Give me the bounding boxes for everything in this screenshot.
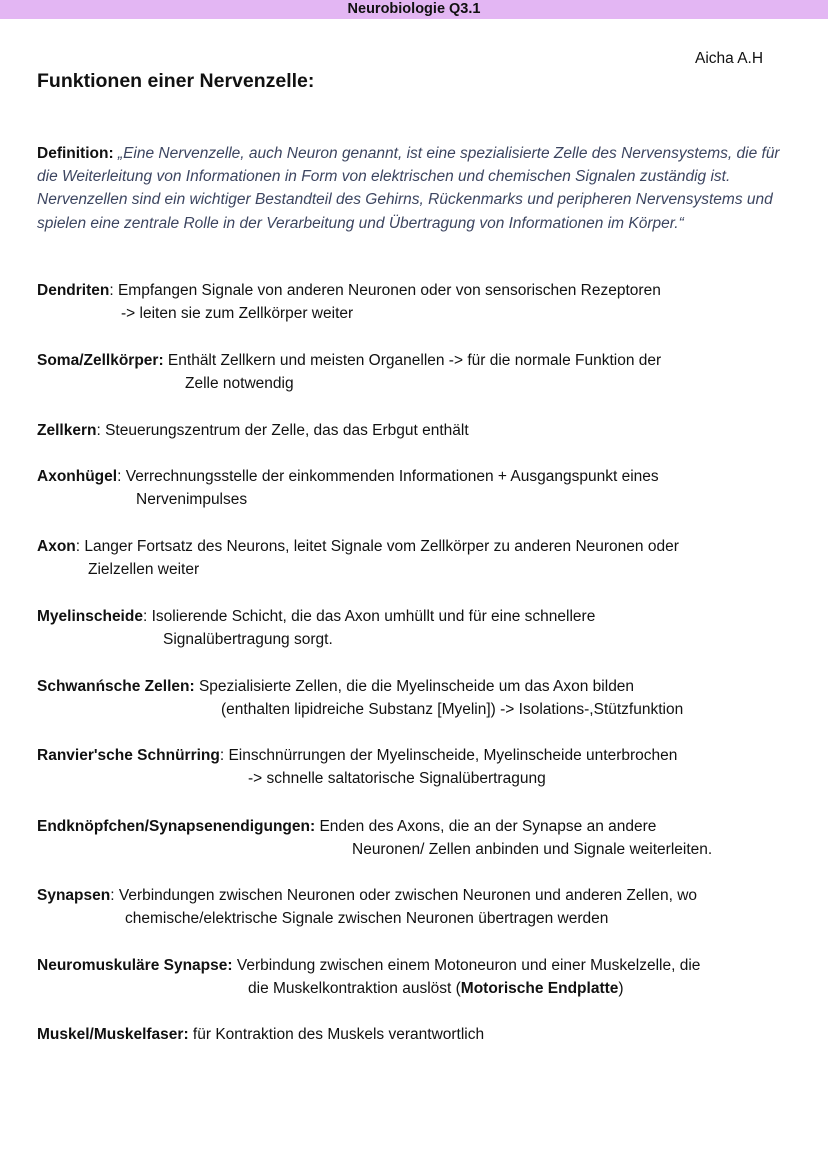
term-text: : Einschnürrungen der Myelinscheide, Myelinscheide unterbrochen	[219, 747, 678, 764]
term-text: Spezialisierte Zellen, die die Myelinscheide um das Axon bilden	[194, 678, 635, 695]
term-neuromuskulaer	[37, 954, 807, 1000]
term-axon	[37, 535, 807, 581]
term-continuation: Zielzellen weiter	[88, 561, 200, 579]
term-continuation: chemische/elektrische Signale zwischen Neuronen übertragen werden	[125, 910, 609, 928]
term-continuation: -> leiten sie zum Zellkörper weiter	[121, 305, 354, 323]
definition-text: „Eine Nervenzelle, auch Neuron genannt, ist eine spezialisierte Zelle des Nervensystems, die für die Weiterleitung von Informationen in Form von elektrischen und chemischen Signalen zuständig ist. Nervenzellen sind ein wichtiger Bestandteil des Gehirns, Rückenmarks und peripheren Nervensystems und spielen eine zentrale Rolle in der Verarbeitung und Übertragung von Informationen im Körper.“	[37, 145, 780, 232]
term-ranvier	[37, 744, 807, 790]
term-continuation: Nervenimpulses	[136, 491, 248, 509]
term-soma	[37, 349, 807, 395]
term-dendriten	[37, 279, 807, 325]
page-title: Funktionen einer Nervenzelle:	[37, 70, 315, 92]
term-text: : Langer Fortsatz des Neurons, leitet Signale vom Zellkörper zu anderen Neuronen oder	[75, 538, 679, 555]
term-synapsen	[37, 884, 807, 930]
term-label: Neuromuskuläre Synapse:	[37, 957, 233, 974]
author-name: Aicha A.H	[695, 50, 764, 67]
term-text: : Empfangen Signale von anderen Neuronen oder von sensorischen Rezeptoren	[109, 282, 661, 299]
header-title: Neurobiologie Q3.1	[347, 1, 481, 17]
term-label: Synapsen	[37, 887, 111, 904]
term-label: Ranvier'sche Schnürring	[37, 747, 220, 764]
term-schwann	[37, 675, 807, 721]
term-continuation	[37, 977, 807, 1000]
closing-paren: )	[618, 980, 624, 998]
term-muskel	[37, 1023, 807, 1046]
term-continuation: (enthalten lipidreiche Substanz [Myelin]) -> Isolations-,Stützfunktion	[221, 701, 684, 719]
term-endknoepfchen	[37, 815, 807, 861]
definition-paragraph	[37, 142, 797, 235]
term-label: Muskel/Muskelfaser:	[37, 1026, 189, 1043]
term-continuation: -> schnelle saltatorische Signalübertragung	[248, 770, 546, 788]
term-label: Endknöpfchen/Synapsenendigungen:	[37, 818, 316, 835]
term-text: : Verrechnungsstelle der einkommenden Informationen + Ausgangspunkt eines	[117, 468, 659, 485]
term-text: : Isolierende Schicht, die das Axon umhüllt und für eine schnellere	[142, 608, 596, 625]
term-continuation: Signalübertragung sorgt.	[163, 631, 333, 649]
term-zellkern	[37, 419, 807, 442]
term-text: Verbindung zwischen einem Motoneuron und einer Muskelzelle, die	[232, 957, 701, 974]
header-band	[0, 0, 828, 19]
term-label: Zellkern	[37, 422, 97, 439]
term-label: Axon	[37, 538, 76, 555]
term-continuation: Neuronen/ Zellen anbinden und Signale weiterleiten.	[352, 841, 713, 859]
term-text: für Kontraktion des Muskels verantwortlich	[188, 1026, 485, 1043]
motorische-endplatte: Motorische Endplatte	[460, 980, 619, 998]
term-continuation-text: die Muskelkontraktion auslöst (	[248, 980, 461, 998]
term-label: Myelinscheide	[37, 608, 143, 625]
definition-label: Definition:	[37, 145, 114, 162]
term-text: : Steuerungszentrum der Zelle, das das Erbgut enthält	[96, 422, 469, 439]
term-text: : Verbindungen zwischen Neuronen oder zwischen Neuronen und anderen Zellen, wo	[110, 887, 698, 904]
term-axonhuegel	[37, 465, 807, 511]
term-label: Soma/Zellkörper:	[37, 352, 164, 369]
term-label: Dendriten	[37, 282, 110, 299]
term-text: Enthält Zellkern und meisten Organellen -> für die normale Funktion der	[163, 352, 662, 369]
term-label: Axonhügel	[37, 468, 118, 485]
term-myelinscheide	[37, 605, 807, 651]
term-text: Enden des Axons, die an der Synapse an andere	[315, 818, 657, 835]
term-continuation: Zelle notwendig	[185, 375, 294, 393]
term-label: Schwanńsche Zellen:	[37, 678, 195, 695]
